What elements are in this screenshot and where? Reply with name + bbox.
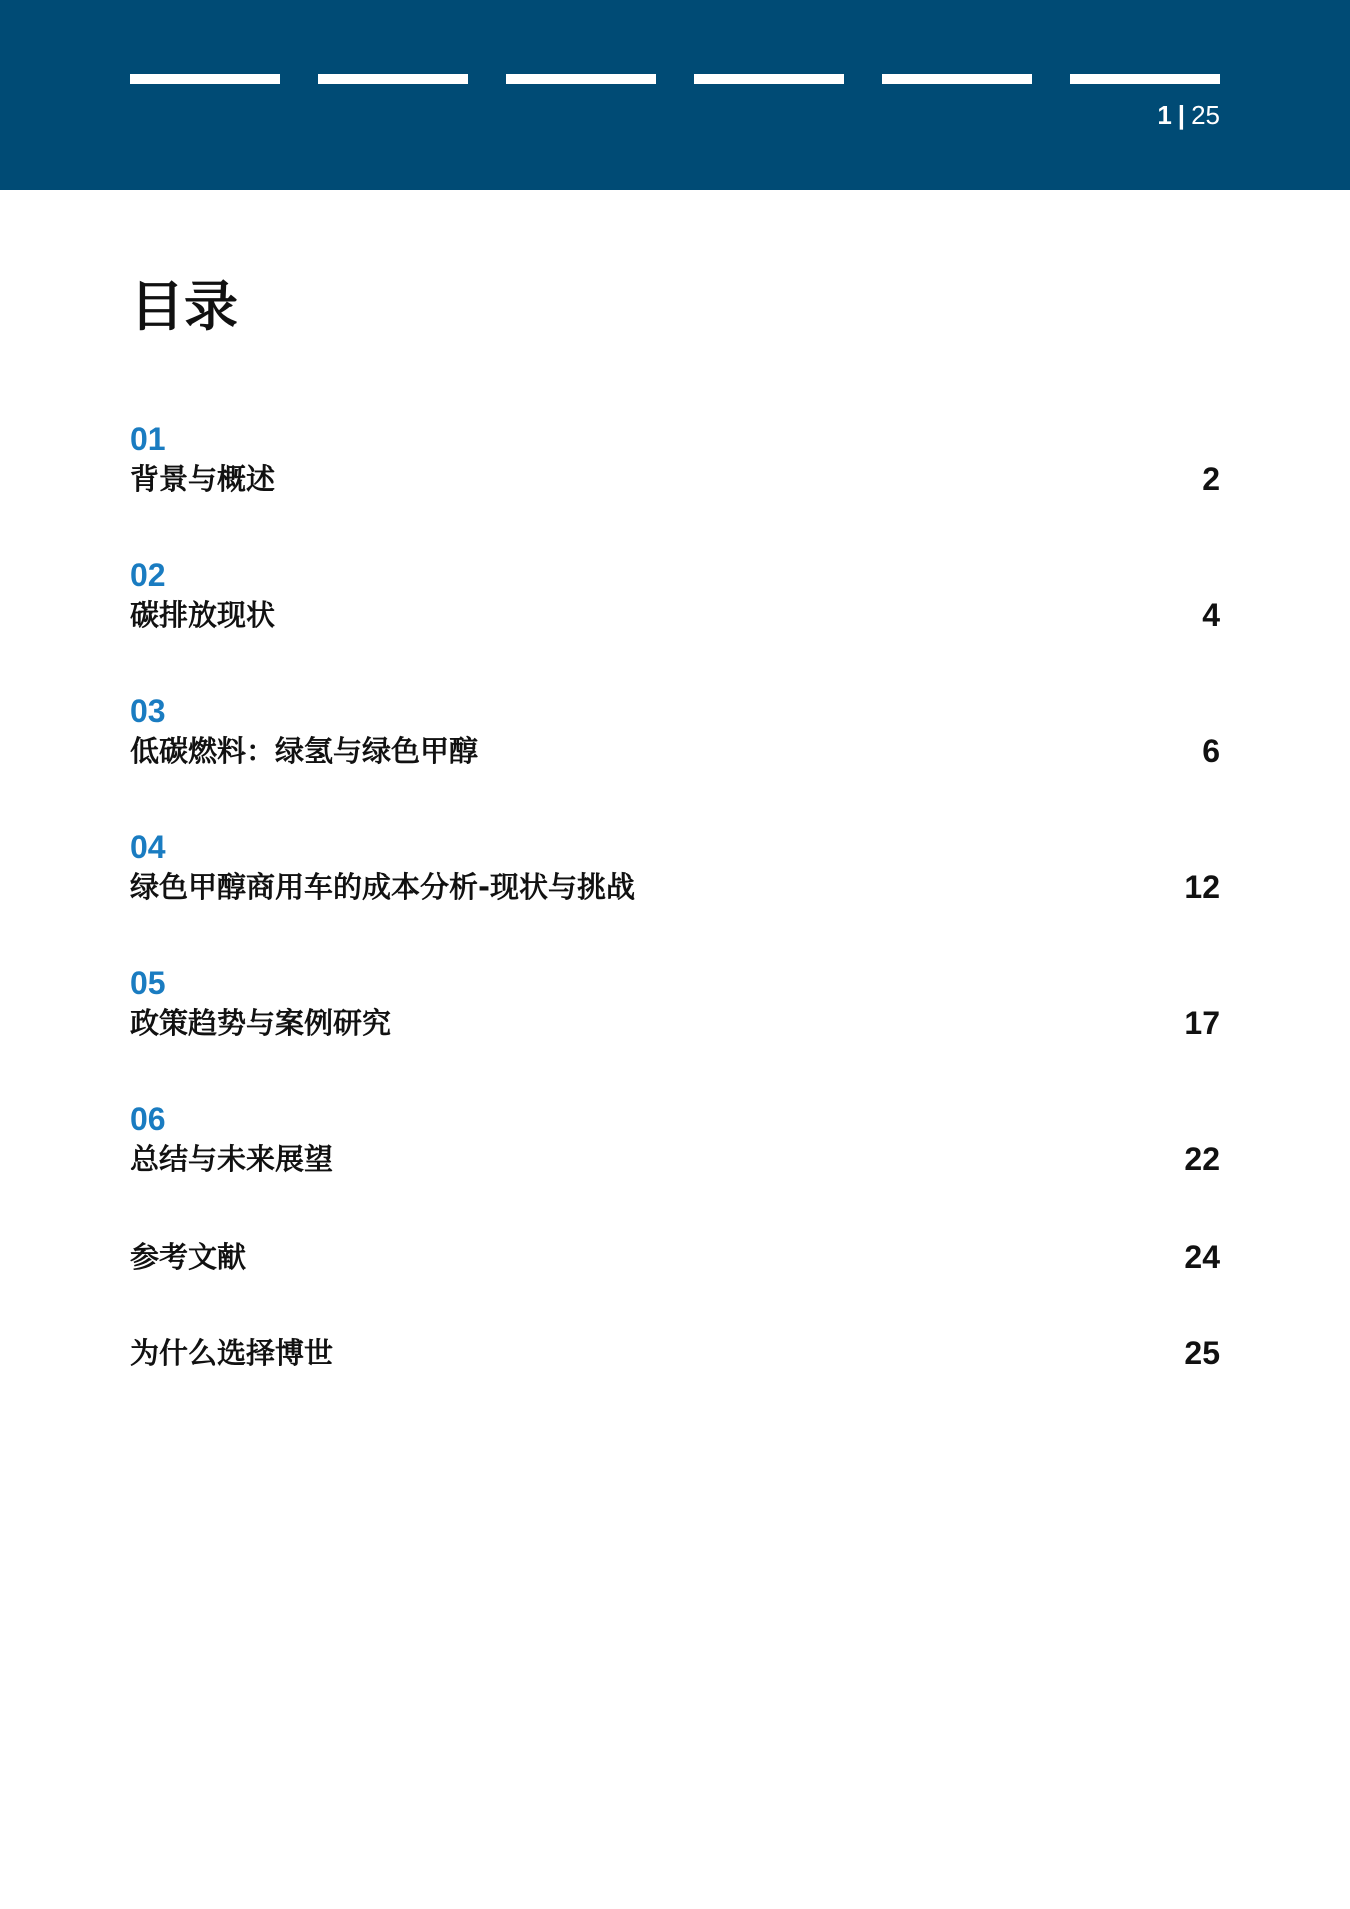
toc-page-number[interactable]: 24	[1184, 1239, 1220, 1275]
toc-section-number: 04	[130, 829, 166, 865]
toc-section-number: 02	[130, 557, 166, 593]
page-indicator	[1157, 100, 1220, 130]
toc-section-number: 03	[130, 693, 166, 729]
toc-page-number[interactable]: 22	[1184, 1141, 1220, 1177]
header-dash-strip	[130, 74, 1220, 84]
header-dash	[882, 74, 1032, 84]
toc-section-title[interactable]: 政策趋势与案例研究	[130, 1006, 392, 1040]
toc-page-number[interactable]: 2	[1202, 461, 1220, 497]
toc-section-title[interactable]: 总结与未来展望	[130, 1142, 334, 1176]
table-of-contents	[130, 420, 1220, 1428]
toc-section-title[interactable]: 为什么选择博世	[130, 1336, 334, 1370]
toc-section-number: 01	[130, 421, 166, 457]
page-title: 目录	[130, 275, 238, 338]
toc-page-number[interactable]: 6	[1202, 733, 1220, 769]
toc-entry[interactable]	[130, 964, 1220, 1100]
toc-section-title[interactable]: 绿色甲醇商用车的成本分析-现状与挑战	[130, 870, 636, 904]
toc-entry[interactable]	[130, 556, 1220, 692]
toc-section-title[interactable]: 碳排放现状	[130, 598, 276, 632]
header-dash	[694, 74, 844, 84]
toc-page-number[interactable]: 25	[1184, 1335, 1220, 1371]
toc-entry[interactable]	[130, 692, 1220, 828]
toc-page-number[interactable]: 4	[1202, 597, 1220, 633]
page-separator: |	[1177, 100, 1186, 130]
header-dash	[1070, 74, 1220, 84]
toc-section-number: 05	[130, 965, 166, 1001]
header-dash	[506, 74, 656, 84]
toc-page-number[interactable]: 17	[1184, 1005, 1220, 1041]
header-dash	[130, 74, 280, 84]
toc-entry[interactable]	[130, 1236, 1220, 1332]
toc-section-title[interactable]: 参考文献	[130, 1240, 247, 1274]
header-dash	[318, 74, 468, 84]
header-band	[0, 0, 1350, 190]
toc-entry[interactable]	[130, 828, 1220, 964]
toc-section-number: 06	[130, 1101, 166, 1137]
page-current: 1	[1157, 100, 1172, 130]
toc-section-title[interactable]: 低碳燃料：绿氢与绿色甲醇	[130, 734, 479, 768]
toc-section-title[interactable]: 背景与概述	[130, 462, 276, 496]
page-total: 25	[1191, 100, 1220, 130]
toc-entry[interactable]	[130, 1332, 1220, 1428]
toc-entry[interactable]	[130, 420, 1220, 556]
toc-page-number[interactable]: 12	[1184, 869, 1220, 905]
toc-entry[interactable]	[130, 1100, 1220, 1236]
